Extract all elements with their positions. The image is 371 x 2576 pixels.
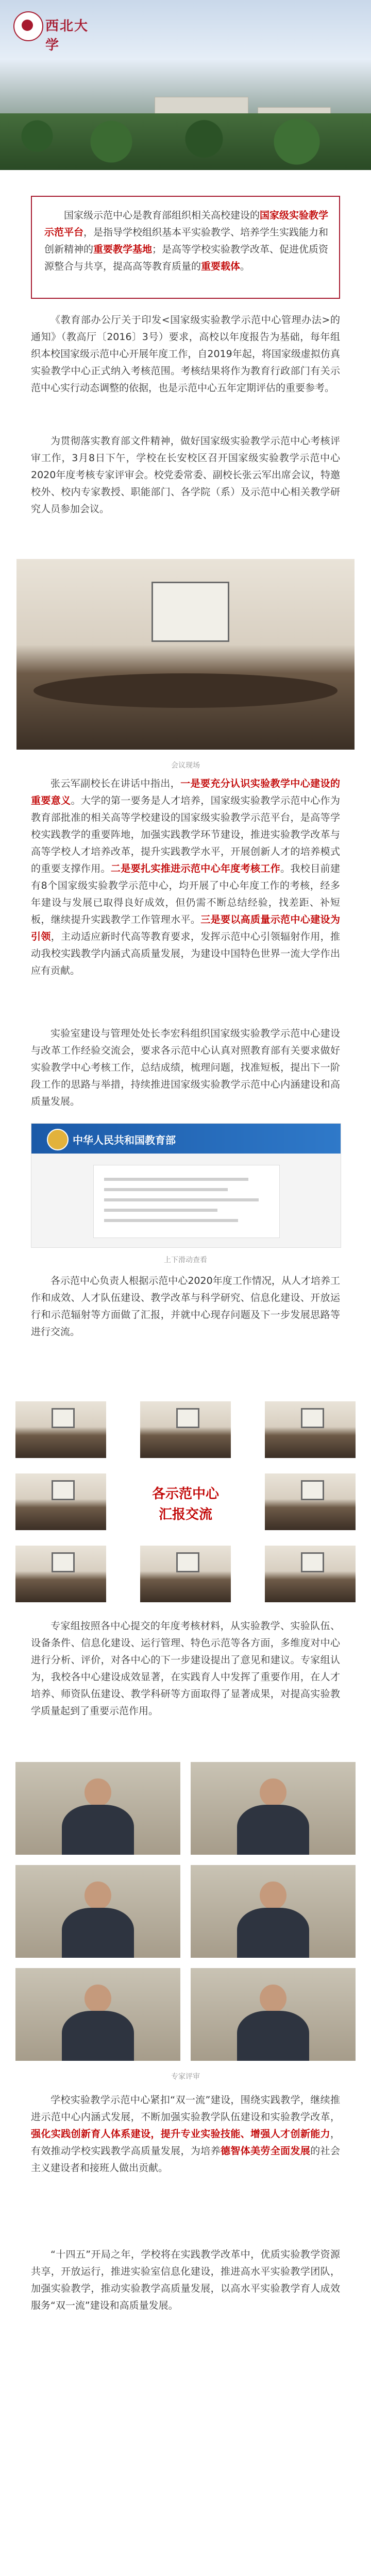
intro-highlight: 国家级实验教学示范平台 — [44, 210, 329, 238]
ministry-website-screenshot — [31, 1123, 341, 1248]
paragraph: 实验室建设与管理处处长李宏科组织国家级实验教学示范中心建设与改革工作经验交流会，要求各示范中心认真对照教育部有关要求做好实验教学中心考核工作，总结成绩，梳理问题，找准短板，提出下一阶段工作的思路与举措，持续推进国家级实验教学示范中心内涵建设和高质量发展。 — [31, 1028, 340, 1107]
para-highlight: 一是要充分认识实验教学中心建设的重要意义 — [31, 778, 340, 806]
intro-text — [44, 207, 329, 275]
expert-photo — [15, 1865, 180, 1958]
para-highlight: 强化实践创新育人体系建设，提升专业实验技能、增强人才创新能力 — [31, 2128, 330, 2140]
university-logo — [13, 11, 91, 53]
website-header — [31, 1124, 341, 1154]
para-text: 张云军副校长在讲话中指出， — [50, 778, 181, 789]
para-text: ，有效推动学校实践教学高质量发展，为培养 — [31, 2128, 340, 2157]
projection-screen — [151, 582, 229, 642]
intro-text-part: ；是高等学校实验教学改革、促进优质资源整合与共享，提高高等教育质量的 — [44, 244, 329, 272]
report-photo — [265, 1546, 356, 1602]
para-highlight: 三是要以高质量示范中心建设为引领 — [31, 914, 340, 942]
intro-text-part: 。 — [240, 261, 250, 272]
document-preview — [93, 1165, 280, 1238]
photo-caption: 上下滑动查看 — [164, 1256, 207, 1264]
intro-text-part: ，是指导学校组织基本平实验教学、培养学生实践能力和创新精神的 — [44, 227, 329, 255]
para-text: 的社会主义建设者和接班人做出贡献。 — [31, 2145, 340, 2174]
section-label: 各示范中心 汇报交流 — [151, 1486, 219, 1522]
conference-table — [33, 673, 338, 708]
national-emblem-icon — [47, 1129, 69, 1150]
report-photo — [140, 1401, 231, 1458]
report-photo — [265, 1401, 356, 1458]
paragraph: “十四五”开局之年，学校将在实践教学改革中，优质实验教学资源共享，开放运行，推进实验室信息化建设，推进高水平实验教学团队，加强实验教学，推动实验教学高质量发展，以高水平实验教学育人成效服务“双一流”建设和高质量发展。 — [31, 2249, 340, 2311]
expert-photo — [15, 1968, 180, 2061]
trees — [0, 113, 371, 170]
intro-highlight: 重要载体 — [201, 261, 241, 272]
report-photo — [140, 1546, 231, 1602]
paragraph: 各示范中心负责人根据示范中心2020年度工作情况，从人才培养工作和成效、人才队伍建设、教学改革与科学研究、信息化建设、开放运行和示范辐射等方面做了汇报，并就中心现存问题及下一步发展思路等进行交流。 — [31, 1275, 340, 1337]
expert-photo — [191, 1865, 356, 1958]
paragraph: 专家组按照各中心提交的年度考核材料，从实验教学、实验队伍、设备条件、信息化建设、运行管理、特色示范等各方面，多维度对中心进行分析、评价，对各中心的下一步建设提出了意见和建议。专家组认为，我校各中心建设成效显著，在实践育人中发挥了重要作用，在人才培养、师资队伍建设、教学科研等方面取得了显著成果，对提高实验教学质量起到了重要示范作用。 — [31, 1620, 340, 1717]
para-text: 。大学的第一要务是人才培养，国家级实验教学示范中心作为教育部批准的相关高等学校建设的国家级实验教学示范平台，是高等学校实践教学的重要阵地，加强实践教学环节建设，推进实验教学改革与高等学校人才培养改革，提升实践教学水平，开展创新人才的培养模式的重要支撑作用。 — [31, 795, 340, 874]
expert-photo — [15, 1762, 180, 1855]
report-photo — [15, 1401, 106, 1458]
photo-caption: 专家评审 — [171, 2073, 200, 2081]
paragraph: 《教育部办公厅关于印发<国家级实验教学示范中心管理办法>的通知》（教高厅〔2016〕3号）要求，高校以年度报告为基础，每年组织本校国家级示范中心开展年度工作，自2019年起，将国家级虚拟仿真实验教学中心正式纳入考核范围。考核结果将作为教育行政部门有关示范中心实行动态调整的依据，也是示范中心五年定期评估的重要参考。 — [31, 314, 340, 394]
intro-highlight: 重要教学基地 — [93, 244, 153, 255]
paragraph — [31, 775, 340, 979]
para-highlight: 二是要扎实推进示范中心年度考核工作 — [110, 863, 281, 874]
expert-photo — [191, 1762, 356, 1855]
report-photo — [15, 1546, 106, 1602]
expert-photo — [191, 1968, 356, 2061]
hero-banner — [0, 0, 371, 170]
report-photo — [15, 1473, 106, 1530]
para-text: 。我校目前建有8个国家级实验教学示范中心，均开展了中心年度工作的考核，经多年建设与发展已取得良好成效，但仍需不断总结经验，找差距、补短板，继续提升实践教学工作管理水平。 — [31, 863, 340, 925]
university-emblem-icon — [13, 11, 43, 41]
para-highlight: 德智体美劳全面发展 — [220, 2145, 311, 2157]
logo-text: 西北大学 — [45, 19, 89, 53]
meeting-photo — [16, 559, 355, 750]
intro-box — [31, 196, 340, 299]
para-text: ，主动适应新时代高等教育要求，发挥示范中心引领辐射作用，推动我校实践教学内涵式高质量发展，为建设中国特色世界一流大学作出应有贡献。 — [31, 931, 340, 976]
website-title: 中华人民共和国教育部 — [73, 1134, 176, 1146]
paragraph: 为贯彻落实教育部文件精神，做好国家级实验教学示范中心考核评审工作，3月8日下午，学校在长安校区召开国家级实验教学示范中心2020年度考核专家评审会。校党委常委、副校长张云军出席会议，特邀校外、校内专家教授、职能部门、各学院（系）及示范中心相关教学研究人员参加会议。 — [31, 435, 340, 515]
intro-text-part: 国家级示范中心是教育部组织相关高校建设的 — [64, 210, 260, 221]
photo-caption: 会议现场 — [171, 761, 200, 770]
report-photo — [265, 1473, 356, 1530]
para-text: 学校实验教学示范中心紧扣“双一流”建设，围绕实践教学，继续推进示范中心内涵式发展，不断加强实验教学队伍建设和实验教学改革， — [31, 2094, 340, 2123]
paragraph — [31, 2092, 340, 2177]
